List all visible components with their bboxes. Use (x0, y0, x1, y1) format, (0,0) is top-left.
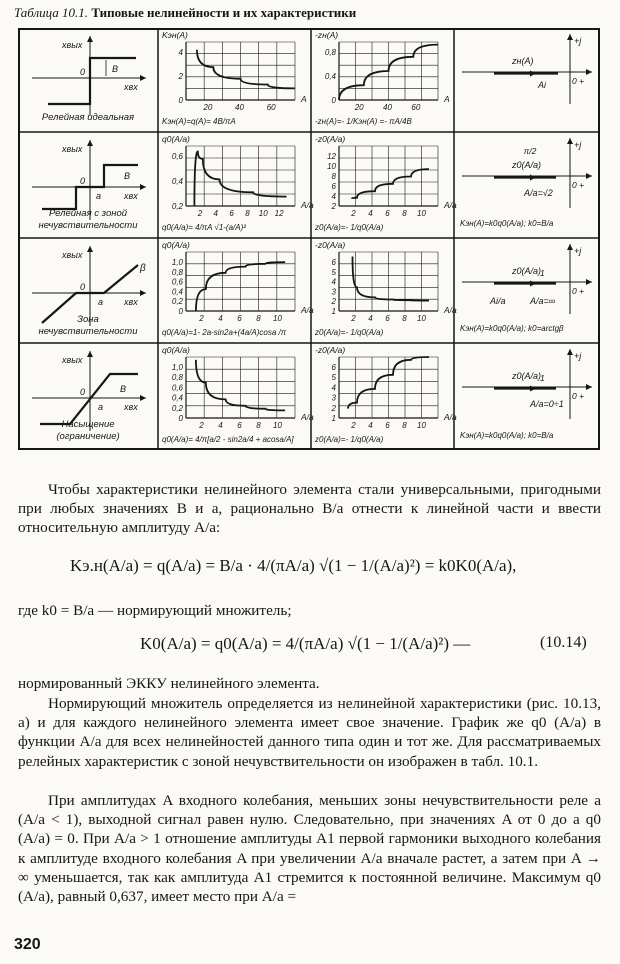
x-tick-label: 2 (351, 314, 356, 323)
x-tick-label: 60 (266, 103, 276, 112)
y-tick-label: 4 (178, 48, 183, 57)
origin-label: 0 + (572, 76, 585, 86)
hodograph-0 (462, 34, 592, 104)
locus-arrow (530, 175, 536, 181)
y-tick-label: 2 (331, 297, 336, 307)
x-tick-label: 8 (245, 209, 250, 218)
y-tick-label: 0,4 (171, 177, 183, 186)
hodograph-bottom-label: Ai/a (490, 296, 506, 306)
y-tick-label: 10 (327, 162, 336, 171)
characteristic-curve (352, 169, 429, 199)
paragraph-1-text: Чтобы характеристики нелинейного элемента стали универсальными, пригодными при любых значениях B и a, рационально B/a отнести к линейной части и ввести относительную амплитуду A/a: (18, 481, 601, 537)
nonlinearity-sketch-0 (32, 36, 146, 123)
nonlinearity-name-line: нечувствительности (38, 326, 138, 337)
real-axis-arrow (586, 384, 592, 390)
x-out-label: xвых (62, 40, 83, 50)
hodograph-label: z0(A/a) (512, 371, 542, 381)
x-in-label: xвх (124, 82, 138, 92)
y-tick-label: 2 (331, 403, 336, 413)
y-axis-arrow (87, 351, 93, 357)
a-label: a (98, 402, 104, 412)
nonlinearity-table (18, 28, 600, 450)
paragraph-3 (18, 674, 601, 693)
y-tick-label: 0,4 (171, 393, 183, 403)
y-tick-label: 4 (331, 277, 336, 287)
y-axis-label: Kэн(A) (162, 30, 188, 40)
origin-label: 0 + (572, 286, 585, 296)
imag-axis-arrow (567, 349, 573, 355)
x-in-label: xвх (124, 191, 138, 201)
y-tick-label: 0,8 (171, 373, 183, 383)
x-out-label: xвых (62, 144, 83, 154)
formula-2-text: K0(A/a) = q0(A/a) = 4/(πA/a) √(1 − 1/(A/a)²) — (140, 634, 471, 653)
hodograph-bottom-label: A/a=0÷1 (530, 399, 564, 409)
hodograph-bottom-label: A/a=√2 (524, 188, 553, 198)
x-in-label: xвх (124, 402, 138, 412)
table-frame (19, 29, 599, 449)
plus-j-label: +j (574, 246, 582, 256)
y-tick-label: 0,6 (171, 383, 183, 393)
y-axis-label: q0(A/a) (162, 240, 190, 250)
b-label: B (124, 171, 131, 181)
imag-axis-arrow (567, 244, 573, 250)
formula-1 (0, 556, 620, 586)
paragraph-4 (18, 694, 601, 771)
y-axis-arrow (87, 246, 93, 252)
x-tick-label: 10 (258, 209, 268, 218)
x-tick-label: 40 (383, 103, 392, 112)
x-axis-arrow (140, 395, 146, 401)
x-tick-label: 10 (273, 421, 282, 430)
y-tick-label: 0 (178, 96, 183, 105)
nonlinearity-name-line: Насыщение (61, 419, 115, 430)
origin-label: 0 + (572, 391, 585, 401)
x-in-label: xвх (124, 297, 138, 307)
formula-1-text: Kэ.н(A/a) = q(A/a) = B/a · 4/(πA/a) √(1 − 1/(A/a)²) = k0K0(A/a), (70, 556, 517, 575)
y-tick-label: 0 (178, 414, 183, 423)
hodograph-label: zн(A) (512, 56, 534, 66)
b-label: B (120, 384, 127, 394)
q0-graph-2 (162, 240, 314, 337)
y-tick-label: 6 (331, 363, 336, 372)
hodograph-formula: Kэн(A)=k0q0(A/a); k0=B/a (460, 219, 554, 228)
relay-curve (48, 58, 136, 104)
x-tick-label: 6 (385, 314, 390, 323)
y-tick-label: 0,2 (171, 403, 183, 413)
paragraph-2-text: где k0 = B/a — нормирующий множитель; (18, 602, 292, 619)
x-tick-label: 4 (368, 209, 373, 218)
formula-caption: z0(A/a)=- 1/q0(A/a) (315, 328, 384, 337)
x-out-label: xвых (62, 355, 83, 365)
q0-graph-0 (162, 30, 307, 126)
x-tick-label: 6 (237, 421, 242, 430)
x-tick-label: 2 (197, 209, 203, 218)
x-tick-label: 10 (273, 314, 282, 323)
hodograph-formula: Kэн(A)=k0q0(A/a); k0=B/a (460, 431, 554, 440)
y-tick-label: 12 (327, 152, 336, 161)
locus-arrow (530, 71, 536, 77)
imag-axis-arrow (567, 138, 573, 144)
y-axis-arrow (87, 36, 93, 42)
hodograph-label: z0(A/a) (512, 160, 542, 170)
x-axis-label: A/a (301, 412, 314, 422)
pi-half-label: π/2 (523, 146, 537, 156)
table-caption-title: Типовые нелинейности и их характеристики (91, 5, 357, 20)
locus-arrow (530, 281, 536, 287)
table-caption-label: Таблица 10.1. (14, 5, 89, 20)
x-axis-arrow (140, 75, 146, 81)
y-tick-label: 8 (331, 172, 336, 181)
x-tick-label: 8 (256, 421, 261, 430)
real-axis-arrow (586, 173, 592, 179)
real-axis-arrow (586, 69, 592, 75)
x-axis-label: A (301, 94, 307, 104)
x-tick-label: 6 (385, 421, 390, 430)
page-number: 320 (14, 936, 41, 953)
formula-caption: Kэн(A)=q(A)= 4B/πA (162, 117, 236, 126)
paragraph-1 (18, 480, 601, 538)
nonlinearity-name-line: Зона (77, 314, 99, 325)
characteristic-curve (353, 257, 430, 301)
formula-caption: z0(A/a)=- 1/q0(A/a) (315, 435, 384, 444)
origin-label: 0 + (572, 180, 585, 190)
formula-2 (0, 634, 620, 664)
y-tick-label: 5 (331, 373, 336, 383)
q0-graph-1 (162, 134, 314, 232)
x-tick-label: 8 (402, 209, 407, 218)
saturation-curve (40, 374, 138, 424)
one-label: 1 (540, 268, 545, 278)
formula-caption: q0(A/a)=1- 2a-sin2a+(4a/A)cosa /π (162, 328, 287, 337)
y-tick-label: 0,4 (171, 287, 183, 297)
x-out-label: xвых (62, 250, 83, 260)
x-tick-label: 8 (402, 421, 407, 430)
nonlinearity-name-line: (ограничение) (56, 431, 120, 442)
nonlinearity-sketch-3 (32, 351, 146, 442)
x-tick-label: 40 (235, 103, 244, 112)
plus-j-label: +j (574, 351, 582, 361)
y-tick-label: 1 (331, 307, 336, 316)
x-tick-label: 6 (229, 209, 234, 218)
y-tick-label: 2 (178, 72, 183, 81)
y-axis-arrow (87, 140, 93, 146)
x-axis-label: A/a (444, 200, 457, 210)
locus-arrow (530, 386, 536, 392)
a-label: a (96, 191, 102, 201)
paragraph-5 (18, 791, 601, 906)
y-tick-label: 0,2 (171, 297, 183, 307)
hodograph-formula: Kэн(A)=k0q0(A/a); k0=arctgβ (460, 324, 564, 333)
y-tick-label: 1,0 (171, 258, 183, 267)
hodograph-3 (460, 349, 592, 440)
zero-label: 0 (80, 176, 86, 186)
x-tick-label: 10 (417, 421, 426, 430)
imag-axis-arrow (567, 34, 573, 40)
paragraph-5-text: При амплитудах A входного колебания, меньших зоны нечувствительности реле a (A/a < 1), выходной сигнал равен нулю. Следовательно, при значениях A от 0 до a q0 (A/a) = 0. При A/a > 1 отношение амплитуды A1 первой гармоники выходного колебания к амплитуде входного колебания A при увеличении A/a вначале растет, а затем при A → ∞ уменьшается, так как амплитуда A1 стремится к постоянной величине. Максимум q0 (A/a), равный 0,637, имеет место при A/a = (18, 792, 601, 906)
x-tick-label: 4 (213, 209, 218, 218)
y-tick-label: 0,8 (324, 48, 336, 57)
characteristic-curve (197, 50, 295, 89)
x-tick-label: 4 (218, 421, 223, 430)
x-axis-arrow (140, 290, 146, 296)
y-tick-label: 0,4 (324, 72, 336, 81)
x-axis-label: A/a (301, 305, 314, 315)
x-tick-label: 8 (256, 314, 261, 323)
paragraph-3-text: нормированный ЭККУ нелинейного элемента. (18, 675, 320, 692)
y-tick-label: 2 (331, 202, 336, 211)
y-tick-label: 0 (178, 307, 183, 316)
x-tick-label: 20 (354, 103, 364, 112)
equation-number: (10.14) (540, 634, 587, 651)
y-axis-label: q0(A/a) (162, 345, 190, 355)
hodograph-label: z0(A/a) (512, 266, 542, 276)
real-axis-arrow (586, 279, 592, 285)
y-tick-label: 1,0 (171, 363, 183, 372)
y-tick-label: 6 (331, 258, 336, 267)
y-tick-label: 4 (331, 192, 336, 201)
formula-caption: -zн(A)=- 1/Kэн(A) =- πA/4B (315, 117, 412, 126)
y-axis-label: -z0(A/a) (315, 240, 346, 250)
hodograph-1 (460, 138, 592, 228)
y-axis-label: -z0(A/a) (315, 345, 346, 355)
paragraph-4-text: Нормирующий множитель определяется из нелинейной характеристики (рис. 10.13, а) и для каждого нелинейного элемента имеет свое значение. График же q0 (A/a) в функции A/a для всех нелинейностей данного типа один и тот же. Для рассматриваемых релейных характеристик с зоной нечувствительности он изображен в табл. 10.1. (18, 695, 601, 770)
formula-caption: z0(A/a)=- 1/q0(A/a) (315, 223, 384, 232)
y-tick-label: 0,6 (171, 277, 183, 287)
x-tick-label: 4 (218, 314, 223, 323)
y-axis-label: q0(A/a) (162, 134, 190, 144)
paragraph-2 (18, 601, 601, 620)
nonlinearity-name-line: Релейная идеальная (41, 112, 135, 123)
x-tick-label: 2 (199, 314, 204, 323)
nonlinearity-sketch-1 (32, 140, 146, 231)
one-label: 1 (540, 373, 545, 383)
y-tick-label: 6 (331, 182, 336, 191)
x-axis-label: A (444, 94, 450, 104)
y-tick-label: 0,6 (171, 152, 183, 161)
zero-label: 0 (80, 387, 86, 397)
plus-j-label: +j (574, 140, 582, 150)
zero-label: 0 (80, 282, 86, 292)
x-tick-label: 60 (411, 103, 421, 112)
z0-graph-3 (314, 345, 457, 444)
x-tick-label: 8 (402, 314, 407, 323)
x-tick-label: 12 (274, 209, 284, 218)
x-tick-label: 2 (351, 421, 356, 430)
q0-graph-3 (162, 345, 314, 444)
hodograph-2 (460, 244, 592, 333)
y-axis-label: -z0(A/a) (315, 134, 346, 144)
nonlinearity-name-line: Релейная с зоной (48, 208, 128, 219)
beta-label: β (140, 263, 146, 274)
x-tick-label: 4 (368, 314, 373, 323)
x-tick-label: 2 (351, 209, 356, 218)
y-tick-label: 5 (331, 267, 336, 277)
y-tick-label: 3 (331, 393, 336, 403)
formula-caption: q0(A/a)= 4/π[a/2 - sin2a/4 + acosa/A] (162, 435, 294, 444)
y-tick-label: 0 (331, 96, 336, 105)
b-label: B (112, 64, 119, 74)
table-caption (14, 5, 356, 21)
y-tick-label: 0,8 (171, 267, 183, 277)
nonlinearity-sketch-2 (32, 246, 146, 337)
z0-graph-0 (315, 30, 450, 126)
y-tick-label: 0,2 (171, 202, 183, 211)
z0-graph-1 (314, 134, 457, 232)
x-axis-label: A/a (301, 200, 314, 210)
x-tick-label: 4 (368, 421, 373, 430)
hodograph-bottom-label: A/a=∞ (530, 296, 556, 306)
x-tick-label: 20 (203, 103, 213, 112)
x-tick-label: 6 (385, 209, 390, 218)
x-tick-label: 10 (417, 314, 426, 323)
y-tick-label: 3 (331, 287, 336, 297)
hodograph-bottom-label: Ai (538, 80, 547, 90)
formula-caption: q0(A/a)= 4/πA √1-(a/A)² (162, 223, 246, 232)
x-axis-label: A/a (444, 305, 457, 315)
y-tick-label: 1 (331, 414, 336, 423)
zero-label: 0 (80, 67, 86, 77)
z0-graph-2 (314, 240, 457, 337)
x-tick-label: 2 (199, 421, 204, 430)
x-tick-label: 10 (417, 209, 426, 218)
x-axis-arrow (140, 184, 146, 190)
a-label: a (98, 297, 104, 307)
nonlinearity-name-line: нечувствительности (38, 220, 138, 231)
x-tick-label: 6 (237, 314, 242, 323)
plus-j-label: +j (574, 36, 582, 46)
y-tick-label: 4 (331, 383, 336, 393)
x-axis-label: A/a (444, 412, 457, 422)
y-axis-label: -zн(A) (315, 30, 339, 40)
